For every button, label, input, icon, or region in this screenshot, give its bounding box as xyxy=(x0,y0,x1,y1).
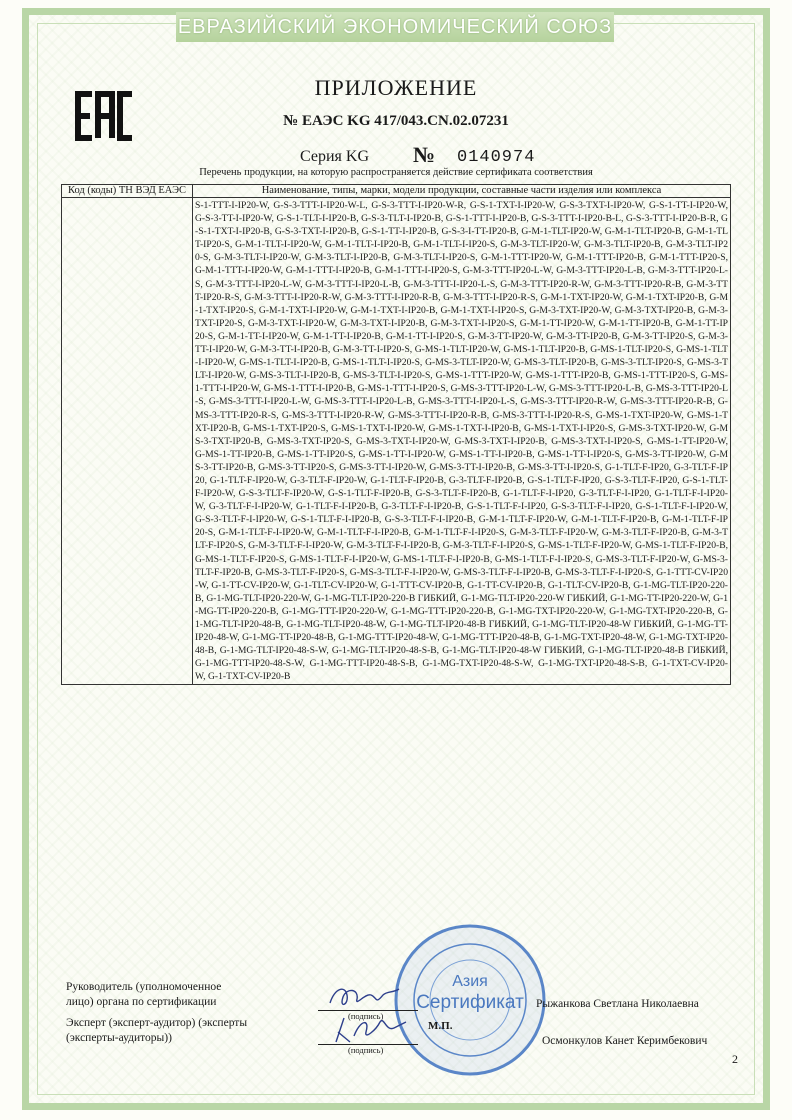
head-signature xyxy=(325,983,405,1013)
sign-caption-2: (подпись) xyxy=(348,1045,384,1055)
series-label: Серия KG xyxy=(300,148,369,165)
code-cell xyxy=(62,198,193,685)
expert-name: Осмонкулов Канет Керимбекович xyxy=(542,1035,708,1047)
products-table xyxy=(61,184,731,685)
table-caption: Перечень продукции, на которую распространяется действие сертификата соответствия xyxy=(199,167,593,178)
expert-signature xyxy=(330,1012,410,1046)
col-code-header: Код (коды) ТН ВЭД ЕАЭС xyxy=(62,185,193,198)
expert-label: Эксперт (эксперт-аудитор) (эксперты (эксперты-аудиторы)) xyxy=(66,1017,248,1044)
eaeu-banner: ЕВРАЗИЙСКИЙ ЭКОНОМИЧЕСКИЙ СОЮЗ xyxy=(176,12,614,42)
serial-number: 0140974 xyxy=(457,148,536,167)
certificate-number: № ЕАЭС KG 417/043.CN.02.07231 xyxy=(283,113,509,129)
models-cell: S-1-TTT-I-IP20-W, G-S-3-TTT-I-IP20-W-L, G-S-3-TTT-I-IP20-W-R, G-S-1-TXT-I-IP20-W, G-S-3-TXT-I-IP20-W, G-S-1-TT-I-IP20-W, G-S-3-TT-I-IP20-W, G-S-1-TLT-I-IP20-B, G-S-3-TLT-I-IP20-B, G-S-1-TTT-I-IP20-B, G-S-3-TTT-I-IP20-B-L, G-S-3-TTT-I-IP20-B-R, G-S-1-TXT-I-IP20-B, G-S-3-TXT-I-IP20-B, G-S-1-TT-I-IP20-B, G-S-3-I-TT-IP20-B, G-M-1-TLT-IP20-W, G-M-1-TLT-IP20-B, G-M-1-TLT-IP20-S, G-M-1-TLT-I-IP20-W, G-M-1-TLT-I-IP20-B, G-M-1-TLT-I-IP20-S, G-M-3-TLT-IP20-W, G-M-3-TLT-IP20-B, G-M-3-TLT-IP20-S, G-M-3-TLT-I-IP20-W, G-M-3-TLT-I-IP20-B, G-M-3-TLT-I-IP20-S, G-M-1-TTT-IP20-W, G-M-1-TTT-IP20-B, G-M-1-TTT-IP20-S, G-M-1-TTT-I-IP20-W, G-M-1-TTT-I-IP20-B, G-M-1-TTT-I-IP20-S, G-M-3-TTT-IP20-L-W, G-M-3-TTT-IP20-L-B, G-M-3-TTT-IP20-L-S, G-M-3-TTT-I-IP20-L-W, G-M-3-TTT-I-IP20-L-B, G-M-3-TTT-I-IP20-L-S, G-M-3-TTT-IP20-R-W, G-M-3-TTT-IP20-R-B, G-M-3-TTT-IP20-R-S, G-M-3-TTT-I-IP20-R-W, G-M-3-TTT-I-IP20-R-B, G-M-3-TTT-I-IP20-R-S, G-M-1-TXT-IP20-W, G-M-1-TXT-IP20-B, G-M-1-TXT-IP20-S, G-M-1-TXT-I-IP20-W, G-M-1-TXT-I-IP20-B, G-M-1-TXT-I-IP20-S, G-M-3-TXT-IP20-W, G-M-3-TXT-IP20-B, G-M-3-TXT-IP20-S, G-M-3-TXT-I-IP20-W, G-M-3-TXT-I-IP20-B, G-M-3-TXT-I-IP20-S, G-M-1-TT-IP20-W, G-M-1-TT-IP20-B, G-M-1-TT-IP20-S, G-M-1-TT-I-IP20-W, G-M-1-TT-I-IP20-B, G-M-1-TT-I-IP20-S, G-M-3-TT-IP20-W, G-M-3-TT-IP20-B, G-M-3-TT-IP20-S, G-M-3-TT-I-IP20-W, G-M-3-TT-I-IP20-B, G-M-3-TT-I-IP20-S, G-MS-1-TLT-IP20-W, G-MS-1-TLT-IP20-B, G-MS-1-TLT-IP20-S, G-MS-1-TLT-I-IP20-W, G-MS-1-TLT-I-IP20-B, G-MS-1-TLT-I-IP20-S, G-MS-3-TLT-IP20-W, G-MS-3-TLT-IP20-B, G-MS-3-TLT-IP20-S, G-MS-3-TLT-I-IP20-W, G-MS-3-TLT-I-IP20-B, G-MS-3-TLT-I-IP20-S, G-MS-1-TTT-IP20-W, G-MS-1-TTT-IP20-B, G-MS-1-TTT-IP20-S, G-MS-1-TTT-I-IP20-W, G-MS-1-TTT-I-IP20-B, G-MS-1-TTT-I-IP20-S, G-MS-3-TTT-IP20-L-W, G-MS-3-TTT-IP20-L-B, G-MS-3-TTT-IP20-L-S, G-MS-3-TTT-I-IP20-L-W, G-MS-3-TTT-I-IP20-L-B, G-MS-3-TTT-I-IP20-L-S, G-MS-3-TTT-IP20-R-W, G-MS-3-TTT-IP20-R-B, G-MS-3-TTT-IP20-R-S, G-MS-3-TTT-I-IP20-R-W, G-MS-3-TTT-I-IP20-R-B, G-MS-3-TTT-I-IP20-R-S, G-MS-1-TXT-IP20-W, G-MS-1-TXT-IP20-B, G-MS-1-TXT-IP20-S, G-MS-1-TXT-I-IP20-W, G-MS-1-TXT-I-IP20-B, G-MS-1-TXT-I-IP20-S, G-MS-3-TXT-IP20-W, G-MS-3-TXT-IP20-B, G-MS-3-TXT-IP20-S, G-MS-3-TXT-I-IP20-W, G-MS-3-TXT-I-IP20-B, G-MS-3-TXT-I-IP20-S, G-MS-1-TT-IP20-W, G-MS-1-TT-IP20-B, G-MS-1-TT-IP20-S, G-MS-1-TT-I-IP20-W, G-MS-1-TT-I-IP20-B, G-MS-1-TT-I-IP20-S, G-MS-3-TT-IP20-W, G-MS-3-TT-IP20-B, G-MS-3-TT-IP20-S, G-MS-3-TT-I-IP20-W, G-MS-3-TT-I-IP20-B, G-MS-3-TT-I-IP20-S, G-1-TLT-F-IP20, G-3-TLT-F-IP20, G-1-TLT-F-IP20-W, G-3-TLT-F-IP20-W, G-1-TLT-F-IP20-B, G-3-TLT-F-IP20-B, G-S-1-TLT-F-IP20, G-S-3-TLT-F-IP20, G-S-1-TLT-F-IP20-W, G-S-3-TLT-F-IP20-W, G-S-1-TLT-F-IP20-B, G-S-3-TLT-F-IP20-B, G-1-TLT-F-I-IP20, G-3-TLT-F-I-IP20, G-1-TLT-F-I-IP20-W, G-3-TLT-F-I-IP20-W, G-1-TLT-F-I-IP20-B, G-3-TLT-F-I-IP20-B, G-S-1-TLT-F-I-IP20, G-S-3-TLT-F-I-IP20, G-S-1-TLT-F-I-IP20-W, G-S-3-TLT-F-I-IP20-W, G-S-1-TLT-F-I-IP20-B, G-S-3-TLT-F-I-IP20-B, G-M-1-TLT-F-IP20-W, G-M-1-TLT-F-IP20-B, G-M-1-TLT-F-IP20-S, G-M-1-TLT-F-I-IP20-W, G-M-1-TLT-F-I-IP20-B, G-M-1-TLT-F-I-IP20-S, G-M-3-TLT-F-IP20-W, G-M-3-TLT-F-IP20-B, G-M-3-TLT-F-IP20-S, G-M-3-TLT-F-I-IP20-W, G-M-3-TLT-F-I-IP20-B, G-M-3-TLT-F-I-IP20-S, G-MS-1-TLT-F-IP20-W, G-MS-1-TLT-F-IP20-B, G-MS-1-TLT-F-IP20-S, G-MS-1-TLT-F-I-IP20-W, G-MS-1-TLT-F-I-IP20-B, G-MS-1-TLT-F-I-IP20-S, G-MS-3-TLT-F-IP20-W, G-MS-3-TLT-F-IP20-B, G-MS-3-TLT-F-IP20-S, G-MS-3-TLT-F-I-IP20-W, G-MS-3-TLT-F-I-IP20-B, G-MS-3-TLT-F-I-IP20-S, G-1-TTT-CV-IP20-W, G-1-TT-CV-IP20-W, G-1-TLT-CV-IP20-W, G-1-TTT-CV-IP20-B, G-1-TT-CV-IP20-B, G-1-TLT-CV-IP20-B, G-1-MG-TLT-IP20-220-B, G-1-MG-TLT-IP20-220-W, G-1-MG-TLT-IP20-220-B ГИБКИЙ, G-1-MG-TLT-IP20-220-W ГИБКИЙ, G-1-MG-TT-IP20-220-W, G-1-MG-TT-IP20-220-B, G-1-MG-TTT-IP20-220-W, G-1-MG-TTT-IP20-220-B, G-1-MG-TXT-IP20-220-W, G-1-MG-TXT-IP20-220-B, G-1-MG-TLT-IP20-48-B, G-1-MG-TLT-IP20-48-W, G-1-MG-TLT-IP20-48-B ГИБКИЙ, G-1-MG-TLT-IP20-48-W ГИБКИЙ, G-1-MG-TT-IP20-48-W, G-1-MG-TT-IP20-48-B, G-1-MG-TTT-IP20-48-W, G-1-MG-TTT-IP20-48-B, G-1-MG-TXT-IP20-48-W, G-1-MG-TXT-IP20-48-B, G-1-MG-TLT-IP20-48-S-W, G-1-MG-TLT-IP20-48-S-B, G-1-MG-TLT-IP20-48-W ГИБКИЙ, G-1-MG-TLT-IP20-48-B ГИБКИЙ, G-1-MG-TTT-IP20-48-S-W, G-1-MG-TTT-IP20-48-S-B, G-1-MG-TXT-IP20-48-S-W, G-1-MG-TXT-IP20-48-S-B, G-1-TXT-CV-IP20-W, G-1-TXT-CV-IP20-B xyxy=(193,198,731,685)
page-title: ПРИЛОЖЕНИЕ xyxy=(314,75,478,100)
page-number: 2 xyxy=(732,1052,738,1066)
certification-stamp xyxy=(390,920,550,1080)
number-sign: № xyxy=(413,142,436,167)
table-row xyxy=(62,198,731,685)
svg-text:Азия: Азия xyxy=(452,973,488,990)
seal-place-label: М.П. xyxy=(428,1020,453,1032)
head-label: Руководитель (уполномоченное лицо) органа по сертификации xyxy=(66,981,222,1008)
sign-caption-1: (подпись) xyxy=(348,1011,384,1021)
col-name-header: Наименование, типы, марки, модели продукции, составные части изделия или комплекса xyxy=(193,185,731,198)
svg-text:Сертификат: Сертификат xyxy=(416,992,524,1013)
head-name: Рыжанкова Светлана Николаевна xyxy=(536,998,699,1010)
table-header-row xyxy=(62,185,731,198)
